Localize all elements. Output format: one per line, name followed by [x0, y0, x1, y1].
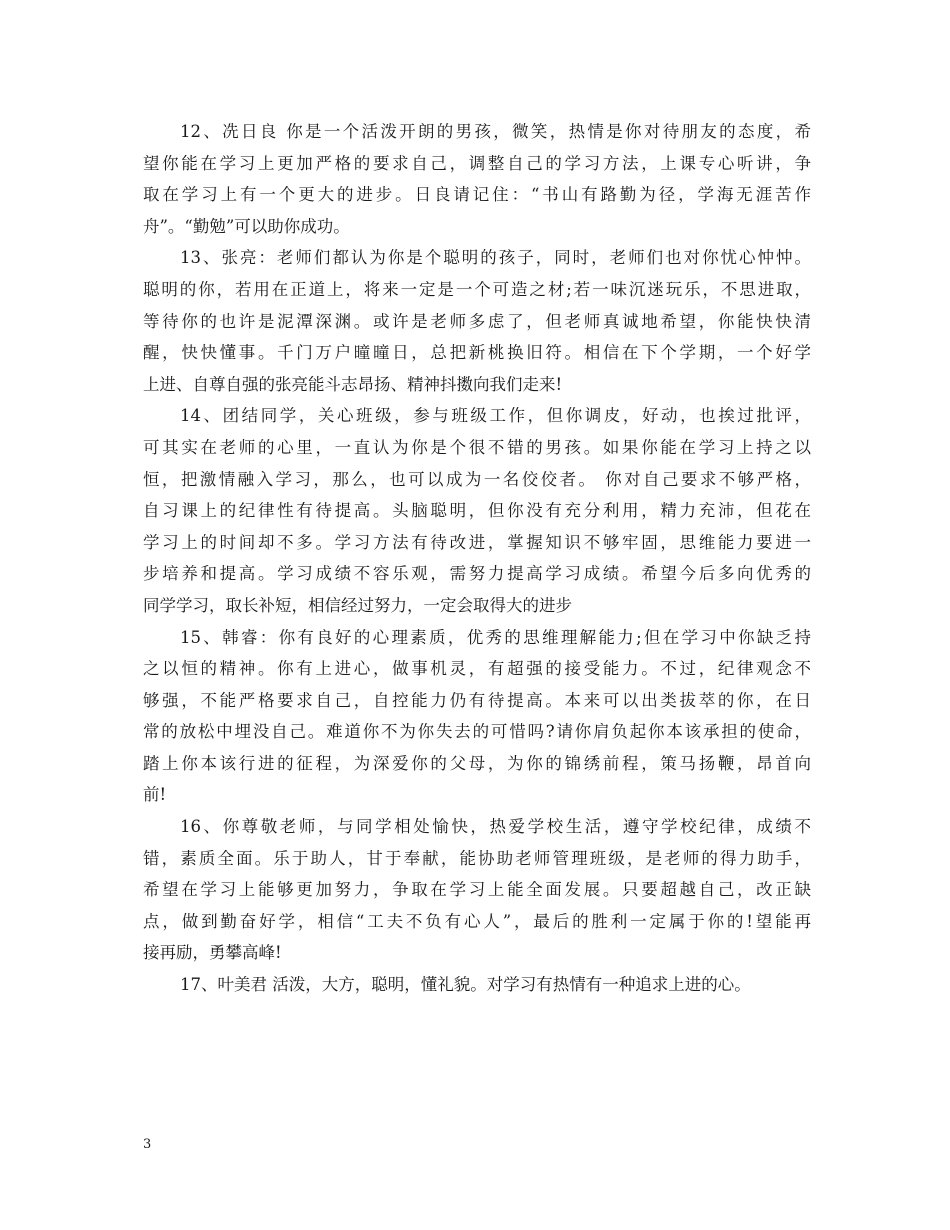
text-line: 踏上你本该行进的征程，为深爱你的父母，为你的锦绣前程，策马扬鞭，昂首向	[143, 753, 811, 773]
text-line: 自习课上的纪律性有待提高。头脑聪明，但你没有充分利用，精力充沛，但花在	[143, 501, 811, 521]
text-line: 够强，不能严格要求自己，自控能力仍有待提高。本来可以出类拔萃的你，在日	[143, 690, 811, 710]
page-number: 3	[143, 1137, 152, 1152]
text-line: 点，做到勤奋好学，相信“工夫不负有心人”，最后的胜利一定属于你的!望能再	[143, 911, 811, 931]
document-body	[143, 116, 811, 1001]
text-line: 取在学习上有一个更大的进步。日良请记住：“书山有路勤为径，学海无涯苦作	[143, 185, 811, 205]
text-line: 14、团结同学，关心班级，参与班级工作，但你调皮，好动，也挨过批评，	[180, 406, 811, 426]
text-line: 舟”。“勤勉”可以助你成功。	[143, 216, 350, 236]
text-line: 希望在学习上能够更加努力，争取在学习上能全面发展。只要超越自己，改正缺	[143, 880, 811, 900]
text-line: 12、冼日良 你是一个活泼开朗的男孩，微笑，热情是你对待朋友的态度，希	[180, 122, 811, 141]
text-line: 可其实在老师的心里，一直认为你是个很不错的男孩。如果你能在学习上持之以	[143, 437, 811, 457]
text-line: 15、韩睿：你有良好的心理素质，优秀的思维理解能力;但在学习中你缺乏持	[180, 627, 811, 647]
text-line: 同学学习，取长补短，相信经过努力，一定会取得大的进步	[143, 595, 572, 615]
paragraph	[143, 969, 811, 1001]
text-line: 恒，把激情融入学习，那么，也可以成为一名佼佼者。 你对自己要求不够严格，	[143, 469, 811, 489]
text-line: 16、你尊敬老师，与同学相处愉快，热爱学校生活，遵守学校纪律，成绩不	[180, 817, 811, 837]
text-line: 前!	[143, 785, 167, 805]
text-line: 常的放松中埋没自己。难道你不为你失去的可惜吗?请你肩负起你本该承担的使命，	[143, 722, 811, 742]
text-line: 聪明的你，若用在正道上，将来一定是一个可造之材;若一味沉迷玩乐，不思进取，	[143, 279, 811, 299]
text-line: 望你能在学习上更加严格的要求自己，调整自己的学习方法，上课专心听讲，争	[143, 153, 811, 173]
paragraph	[143, 400, 811, 621]
text-line: 上进、自尊自强的张亮能斗志昂扬、精神抖擞向我们走来!	[143, 374, 563, 394]
text-line: 接再励，勇攀高峰!	[143, 943, 282, 963]
text-line: 醒，快快懂事。千门万户曈曈日，总把新桃换旧符。相信在下个学期，一个好学	[143, 343, 811, 363]
paragraph	[143, 622, 811, 812]
paragraph	[143, 116, 811, 242]
text-line: 错，素质全面。乐于助人，甘于奉献，能协助老师管理班级，是老师的得力助手，	[143, 848, 811, 868]
text-line: 17、叶美君 活泼，大方，聪明，懂礼貌。对学习有热情有一种追求上进的心。	[180, 975, 751, 995]
text-line: 13、张亮：老师们都认为你是个聪明的孩子，同时，老师们也对你忧心忡忡。	[180, 248, 811, 268]
text-line: 等待你的也许是泥潭深渊。或许是老师多虑了，但老师真诚地希望，你能快快清	[143, 311, 811, 331]
text-line: 之以恒的精神。你有上进心，做事机灵，有超强的接受能力。不过，纪律观念不	[143, 659, 811, 679]
text-line: 学习上的时间却不多。学习方法有待改进，掌握知识不够牢固，思维能力要进一	[143, 532, 811, 552]
paragraph	[143, 811, 811, 969]
paragraph	[143, 242, 811, 400]
text-line: 步培养和提高。学习成绩不容乐观，需努力提高学习成绩。希望今后多向优秀的	[143, 564, 811, 584]
